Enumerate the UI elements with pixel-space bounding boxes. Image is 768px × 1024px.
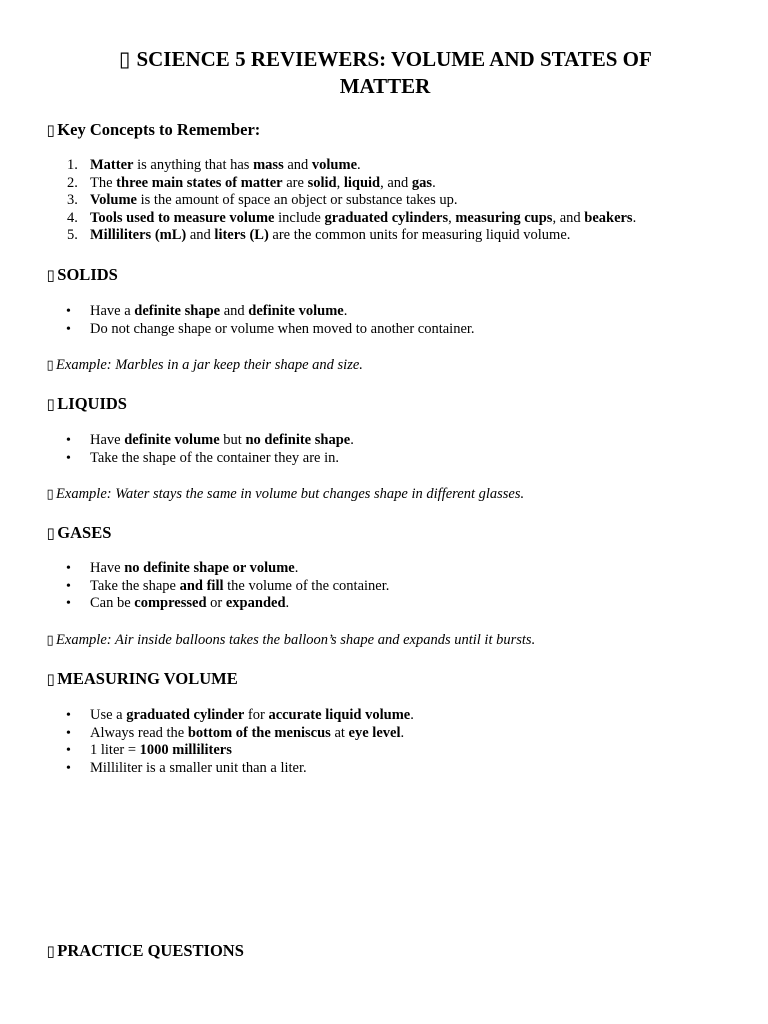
liquids-list bbox=[66, 432, 354, 467]
list-number: 2. bbox=[67, 174, 78, 191]
list-item bbox=[66, 759, 414, 778]
text-run: . bbox=[632, 209, 637, 226]
text-run: and bbox=[220, 303, 249, 319]
bold-text: liquid bbox=[343, 174, 381, 191]
bold-text: Volume bbox=[90, 192, 137, 209]
text-run: . bbox=[343, 303, 348, 319]
bullet-icon: • bbox=[66, 321, 71, 337]
bold-text: no definite shape or volume bbox=[124, 560, 295, 576]
list-number: 1. bbox=[67, 157, 78, 173]
placeholder-glyph-icon: ▯ bbox=[46, 395, 55, 413]
text-run: . bbox=[410, 707, 414, 723]
list-item bbox=[67, 174, 636, 193]
text-run: are the common units for measuring liquid volume. bbox=[268, 227, 571, 244]
page-title bbox=[80, 46, 690, 100]
bold-text: volume bbox=[311, 157, 358, 173]
text-run: is the amount of space an object or substance takes up. bbox=[137, 192, 458, 209]
text-run: . bbox=[432, 174, 436, 191]
text-run: , bbox=[448, 209, 456, 226]
text-run: is anything that has bbox=[133, 157, 254, 173]
text-run: . bbox=[294, 560, 299, 576]
section-heading-liquids bbox=[46, 394, 127, 414]
list-item bbox=[67, 227, 636, 245]
bold-text: bottom of the meniscus bbox=[187, 724, 331, 741]
liquids-example bbox=[46, 485, 524, 504]
section-heading-solids bbox=[46, 265, 118, 285]
list-item bbox=[66, 742, 414, 760]
text-run: . bbox=[285, 595, 290, 612]
text-run: at bbox=[330, 724, 349, 741]
bullet-icon: • bbox=[66, 304, 71, 319]
placeholder-glyph-icon: ▯ bbox=[46, 121, 55, 139]
bold-text: Tools used to measure volume bbox=[90, 209, 275, 226]
bold-text: compressed bbox=[134, 595, 207, 612]
list-item bbox=[67, 192, 636, 210]
text-run: Can be bbox=[90, 595, 135, 612]
bold-text: Matter bbox=[90, 157, 134, 173]
bold-text: expanded bbox=[225, 595, 286, 612]
text-run: . bbox=[357, 157, 361, 173]
text-run: for bbox=[244, 707, 269, 723]
list-item bbox=[66, 560, 389, 578]
bold-text: definite shape bbox=[134, 303, 221, 319]
bold-text: definite volume bbox=[124, 432, 220, 448]
list-item bbox=[66, 449, 354, 468]
bullet-icon: • bbox=[66, 561, 71, 576]
section-heading-measuring-volume bbox=[46, 669, 238, 689]
list-item bbox=[66, 707, 414, 725]
section-heading-text: MEASURING VOLUME bbox=[57, 669, 238, 688]
text-run: 1 liter = bbox=[90, 742, 140, 759]
solids-list bbox=[66, 303, 475, 338]
placeholder-glyph-icon: ▯ bbox=[46, 524, 55, 542]
section-heading-text: LIQUIDS bbox=[57, 394, 127, 413]
text-run: Have bbox=[90, 560, 125, 576]
text-run: or bbox=[206, 595, 226, 612]
list-item bbox=[67, 209, 637, 228]
list-item bbox=[66, 320, 475, 339]
measuring-volume-list bbox=[66, 707, 414, 777]
bullet-icon: • bbox=[66, 450, 71, 466]
section-heading-text: GASES bbox=[57, 523, 112, 542]
list-item bbox=[66, 724, 414, 743]
bold-text: liters (L) bbox=[214, 227, 269, 244]
section-heading-text: SOLIDS bbox=[57, 265, 118, 284]
list-item bbox=[66, 595, 389, 613]
bold-text: solid bbox=[307, 174, 337, 191]
text-run: the volume of the container. bbox=[223, 577, 390, 594]
text-run: . bbox=[350, 432, 354, 448]
section-heading-text: Key Concepts to Remember: bbox=[57, 120, 261, 139]
bold-text: Milliliters (mL) bbox=[90, 227, 187, 244]
placeholder-glyph-icon: ▯ bbox=[46, 358, 54, 373]
text-run: Do not change shape or volume when moved to another container. bbox=[90, 320, 475, 337]
section-heading-gases bbox=[46, 523, 111, 543]
bullet-icon: • bbox=[66, 725, 71, 741]
placeholder-glyph-icon: ▯ bbox=[46, 633, 54, 648]
bullet-icon: • bbox=[66, 760, 71, 776]
section-heading-key-concepts bbox=[46, 120, 260, 140]
list-number: 4. bbox=[67, 209, 78, 226]
text-run: Use a bbox=[90, 707, 127, 723]
bold-text: 1000 milliliters bbox=[139, 742, 232, 759]
list-item bbox=[66, 432, 354, 450]
bullet-icon: • bbox=[66, 433, 71, 448]
list-item bbox=[66, 303, 475, 321]
page-title-text: SCIENCE 5 REVIEWERS: VOLUME AND STATES OF MATTER bbox=[136, 47, 652, 98]
text-run: but bbox=[219, 432, 246, 448]
placeholder-glyph-icon: ▯ bbox=[46, 670, 55, 688]
text-run: , and bbox=[380, 174, 412, 191]
text-run: Have a bbox=[90, 303, 135, 319]
bold-text: no definite shape bbox=[245, 432, 351, 448]
text-run: Have bbox=[90, 432, 125, 448]
text-run: Take the shape bbox=[90, 577, 180, 594]
bold-text: graduated cylinder bbox=[126, 707, 245, 723]
solids-example bbox=[46, 356, 363, 375]
placeholder-glyph-icon: ▯ bbox=[118, 47, 131, 71]
section-heading-practice-questions bbox=[46, 941, 244, 961]
example-text: Example: Marbles in a jar keep their shape and size. bbox=[56, 357, 363, 373]
bold-text: and fill bbox=[179, 577, 224, 594]
bold-text: mass bbox=[253, 157, 284, 173]
placeholder-glyph-icon: ▯ bbox=[46, 942, 55, 960]
section-heading-text: PRACTICE QUESTIONS bbox=[57, 941, 244, 960]
text-run: Take the shape of the container they are in. bbox=[90, 449, 339, 466]
bold-text: accurate liquid volume bbox=[268, 707, 411, 723]
text-run: The bbox=[90, 174, 117, 191]
bold-text: gas bbox=[411, 174, 433, 191]
list-number: 5. bbox=[67, 227, 78, 244]
list-item bbox=[66, 577, 390, 596]
bold-text: graduated cylinders bbox=[324, 209, 449, 226]
text-run: and bbox=[283, 157, 312, 173]
text-run: . bbox=[400, 724, 405, 741]
text-run: include bbox=[274, 209, 325, 226]
example-text: Example: Water stays the same in volume but changes shape in different glasses. bbox=[56, 486, 525, 502]
bold-text: measuring cups bbox=[455, 209, 553, 226]
list-item bbox=[67, 157, 636, 175]
text-run: are bbox=[282, 174, 308, 191]
bullet-icon: • bbox=[66, 578, 71, 594]
bullet-icon: • bbox=[66, 708, 71, 723]
list-number: 3. bbox=[67, 192, 78, 209]
text-run: and bbox=[186, 227, 215, 244]
bold-text: three main states of matter bbox=[116, 174, 283, 191]
bullet-icon: • bbox=[66, 743, 71, 759]
gases-example bbox=[46, 631, 535, 650]
bold-text: definite volume bbox=[248, 303, 344, 319]
placeholder-glyph-icon: ▯ bbox=[46, 487, 54, 502]
bullet-icon: • bbox=[66, 596, 71, 612]
bold-text: beakers bbox=[584, 209, 633, 226]
text-run: Milliliter is a smaller unit than a liter. bbox=[90, 759, 307, 776]
text-run: , and bbox=[552, 209, 585, 226]
key-concepts-list bbox=[67, 157, 637, 245]
text-run: Always read the bbox=[90, 724, 188, 741]
gases-list bbox=[66, 560, 390, 613]
bold-text: eye level bbox=[348, 724, 401, 741]
text-run: , bbox=[336, 174, 344, 191]
example-text: Example: Air inside balloons takes the balloon’s shape and expands until it bursts. bbox=[56, 632, 536, 648]
placeholder-glyph-icon: ▯ bbox=[46, 266, 55, 284]
